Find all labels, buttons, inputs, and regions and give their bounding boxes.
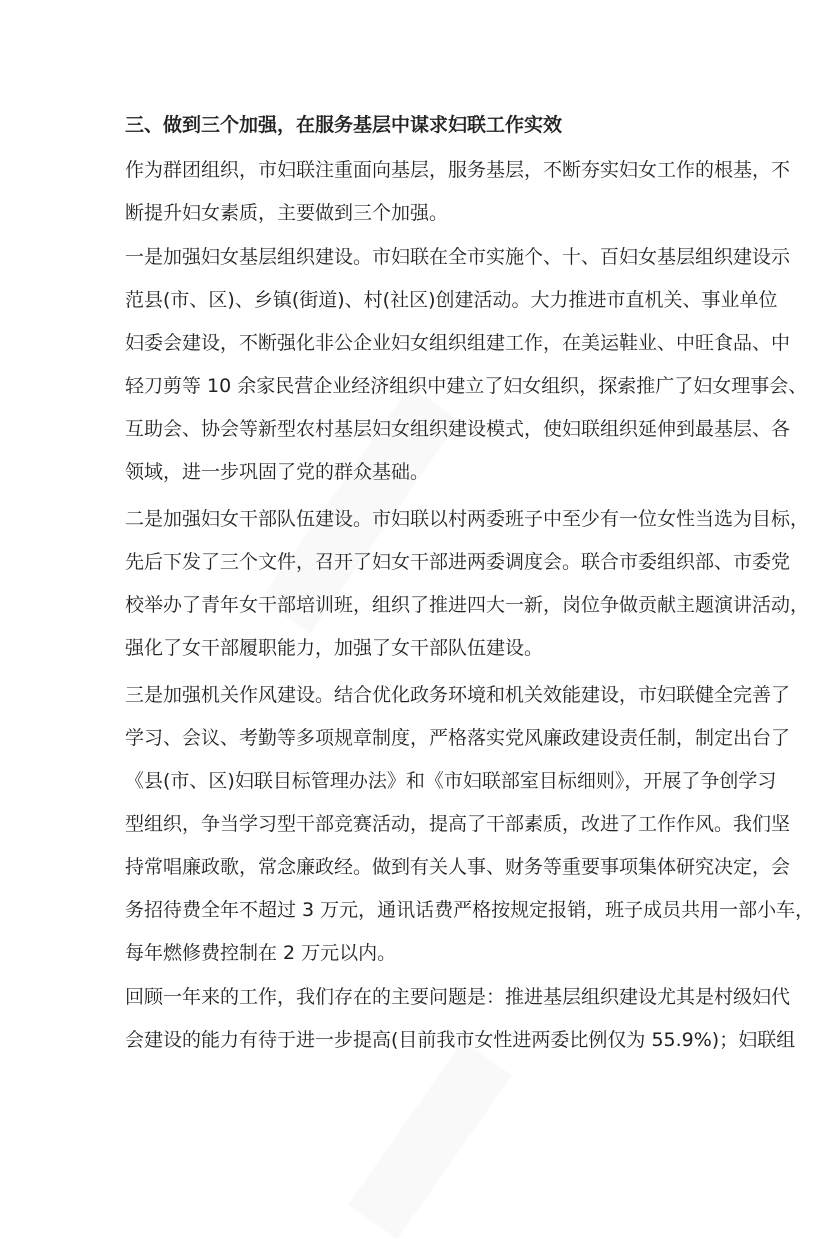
text-line: 轻刀剪等 10 余家民营企业经济组织中建立了妇女组织，探索推广了妇女理事会、 — [125, 375, 808, 397]
text-line: 妇委会建设，不断强化非公企业妇女组织组建工作，在美运鞋业、中旺食品、中 — [125, 332, 791, 354]
text-line: 断提升妇女素质，主要做到三个加强。 — [125, 202, 449, 224]
text-line: 务招待费全年不超过 3 万元，通讯话费严格按规定报销，班子成员共用一部小车， — [125, 899, 815, 921]
text-line: 作为群团组织，市妇联注重面向基层，服务基层，不断夯实妇女工作的根基，不 — [125, 159, 791, 181]
text-line: 型组织，争当学习型干部竞赛活动，提高了干部素质，改进了工作作风。我们坚 — [125, 813, 791, 835]
text-line: 强化了女干部履职能力，加强了女干部队伍建设。 — [125, 637, 544, 659]
watermark — [348, 1041, 512, 1239]
text-line: 每年燃修费控制在 2 万元以内。 — [125, 942, 397, 964]
text-line: 领域，进一步巩固了党的群众基础。 — [125, 461, 430, 483]
text-line: 会建设的能力有待于进一步提高(目前我市女性进两委比例仅为 55.9%)；妇联组 — [125, 1029, 796, 1051]
text-line: 《县(市、区)妇联目标管理办法》和《市妇联部室目标细则》，开展了争创学习 — [125, 770, 777, 792]
text-line: 一是加强妇女基层组织建设。市妇联在全市实施个、十、百妇女基层组织建设示 — [125, 246, 791, 268]
text-line: 范县(市、区)、乡镇(街道)、村(社区)创建活动。大力推进市直机关、事业单位 — [125, 289, 778, 311]
text-line: 持常唱廉政歌，常念廉政经。做到有关人事、财务等重要事项集体研究决定，会 — [125, 856, 791, 878]
text-line: 互助会、协会等新型农村基层妇女组织建设模式，使妇联组织延伸到最基层、各 — [125, 418, 791, 440]
text-line: 学习、会议、考勤等多项规章制度，严格落实党风廉政建设责任制，制定出台了 — [125, 727, 791, 749]
text-line: 回顾一年来的工作，我们存在的主要问题是：推进基层组织建设尤其是村级妇代 — [125, 986, 791, 1008]
section-heading: 三、做到三个加强，在服务基层中谋求妇联工作实效 — [125, 114, 563, 136]
text-line: 二是加强妇女干部队伍建设。市妇联以村两委班子中至少有一位女性当选为目标， — [125, 508, 810, 530]
text-line: 校举办了青年女干部培训班，组织了推进四大一新，岗位争做贡献主题演讲活动， — [125, 594, 810, 616]
text-line: 三是加强机关作风建设。结合优化政务环境和机关效能建设，市妇联健全完善了 — [125, 684, 791, 706]
text-line: 先后下发了三个文件，召开了妇女干部进两委调度会。联合市委组织部、市委党 — [125, 551, 791, 573]
